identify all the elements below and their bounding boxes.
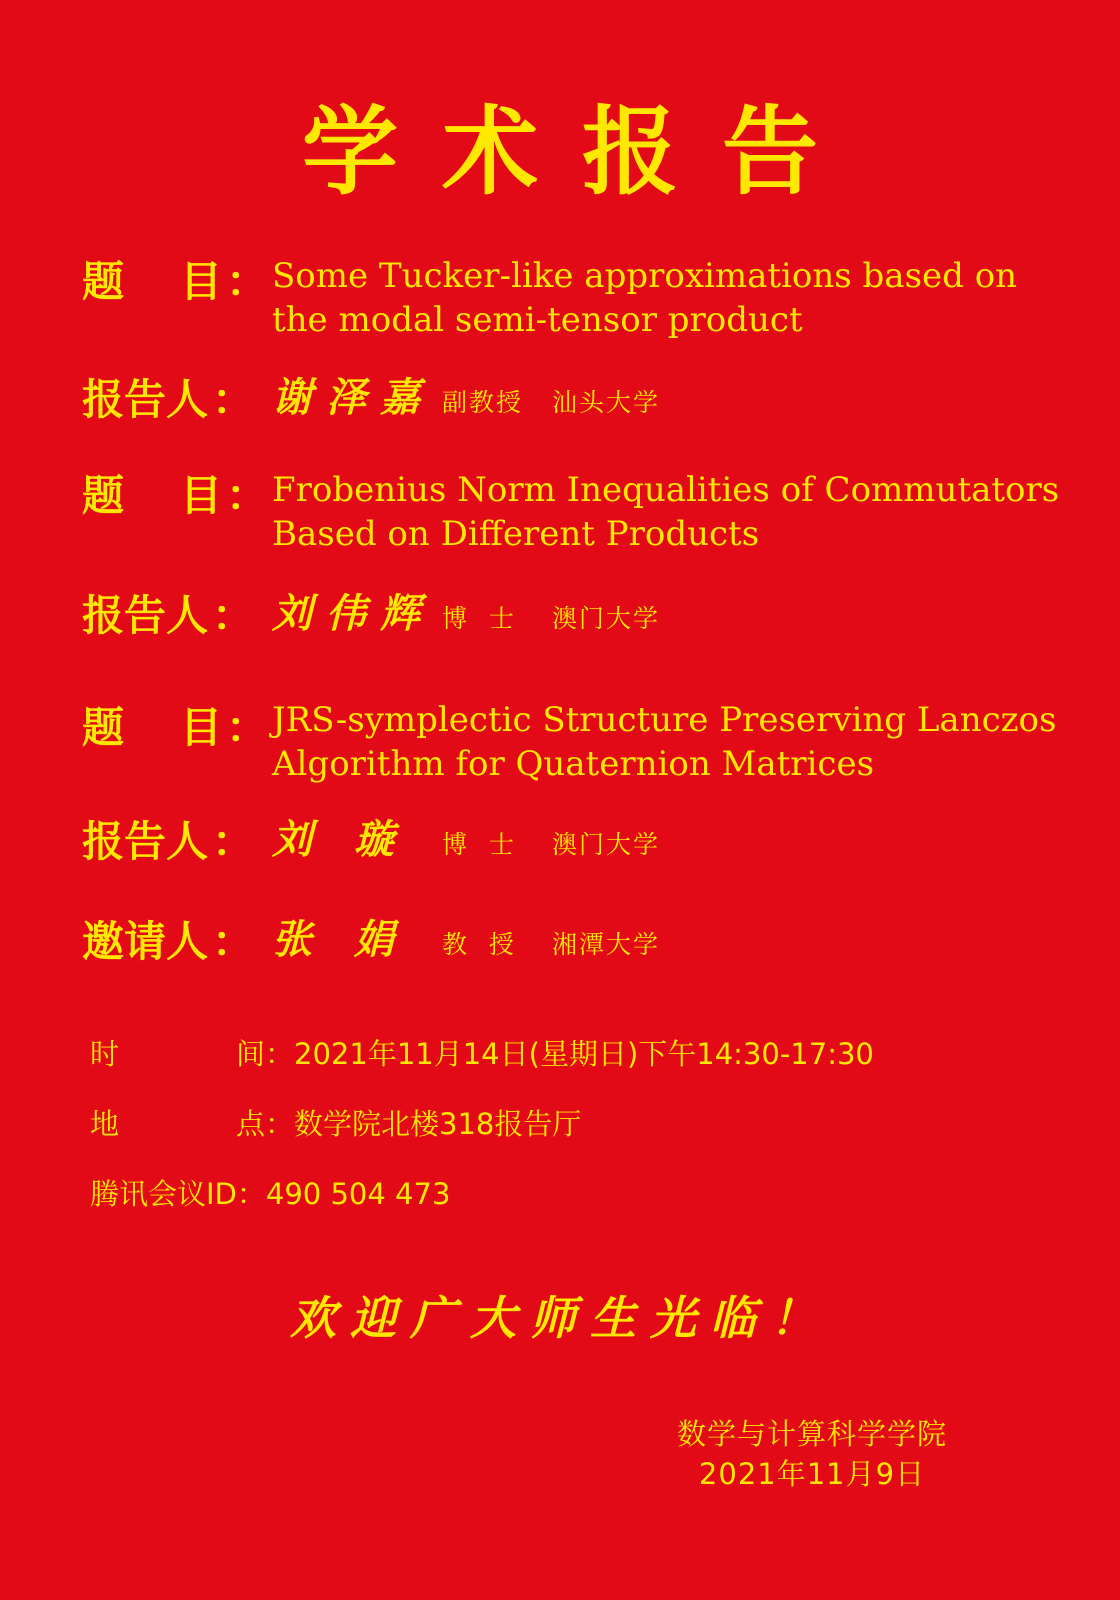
colon: ： — [212, 375, 255, 424]
talk-1-title-label — [82, 258, 268, 306]
colon: ： — [236, 1177, 266, 1211]
title-label-char-1: 题 — [82, 471, 125, 520]
talk-2-title — [272, 468, 1072, 556]
place-label-char-1: 地 — [90, 1107, 120, 1141]
time-row — [90, 1034, 874, 1074]
talk-1-title — [272, 254, 1072, 342]
meeting-row — [90, 1174, 450, 1214]
talk-3-speaker-affiliation: 澳门大学 — [552, 830, 661, 859]
colon: ： — [212, 817, 255, 866]
talk-2-speaker-title: 博 士 — [442, 604, 516, 633]
talk-3-speaker-name: 刘 璇 — [272, 816, 408, 863]
talk-2-title-line-2: Based on Different Products — [272, 514, 760, 554]
talk-1-title-line-1: Some Tucker-like approximations based on — [272, 256, 1018, 296]
title-label-char-2: 目 — [180, 703, 223, 752]
inviter-affiliation: 湘潭大学 — [552, 930, 661, 959]
place-row — [90, 1104, 581, 1144]
talk-1-speaker-title: 副教授 — [442, 388, 524, 417]
inviter-title: 教 授 — [442, 930, 516, 959]
colon: ： — [265, 1107, 295, 1141]
talk-2-title-label — [82, 472, 268, 520]
inviter-label — [82, 918, 254, 966]
talk-3-title-line-1: JRS-symplectic Structure Preserving Lanczos — [272, 700, 1057, 740]
talk-1-title-line-2: the modal semi-tensor product — [272, 300, 803, 340]
colon: ： — [226, 703, 269, 752]
organizer-block — [662, 1414, 962, 1494]
speaker-label-text: 报告人 — [82, 817, 209, 866]
place-label-char-2: 点 — [236, 1107, 266, 1141]
talk-1-speaker-affiliation: 汕头大学 — [552, 388, 661, 417]
title-label-char-1: 题 — [82, 703, 125, 752]
talk-2-speaker-label — [82, 592, 254, 640]
time-label-char-2: 间 — [236, 1037, 266, 1071]
talk-1-speaker-label — [82, 376, 254, 424]
title-label-char-2: 目 — [180, 257, 223, 306]
talk-2-speaker-affiliation: 澳门大学 — [552, 604, 661, 633]
talk-3-speaker-label — [82, 818, 254, 866]
organizer-name: 数学与计算科学学院 — [676, 1417, 947, 1451]
talk-2-speaker-name: 刘伟辉 — [272, 590, 434, 637]
colon: ： — [212, 917, 255, 966]
talk-3-title-line-2: Algorithm for Quaternion Matrices — [272, 744, 875, 784]
talk-2-title-line-1: Frobenius Norm Inequalities of Commutators — [272, 470, 1060, 510]
talk-3-title-label — [82, 704, 268, 752]
place-value: 数学院北楼318报告厅 — [294, 1107, 582, 1141]
welcome-message: 欢迎广大师生光临！ — [290, 1291, 830, 1345]
speaker-label-text: 报告人 — [82, 375, 209, 424]
time-value: 2021年11月14日(星期日)下午14:30-17:30 — [294, 1037, 874, 1071]
speaker-label-text: 报告人 — [82, 591, 209, 640]
inviter-name: 张 娟 — [272, 916, 408, 963]
colon: ： — [226, 471, 269, 520]
meeting-id-value: 490 504 473 — [265, 1177, 451, 1211]
title-label-char-2: 目 — [180, 471, 223, 520]
colon: ： — [212, 591, 255, 640]
colon: ： — [265, 1037, 295, 1071]
meeting-label: 腾讯会议ID — [90, 1177, 237, 1211]
issue-date: 2021年11月9日 — [698, 1457, 926, 1491]
talk-3-speaker-title: 博 士 — [442, 830, 516, 859]
time-label-char-1: 时 — [90, 1037, 120, 1071]
talk-1-speaker-name: 谢泽嘉 — [272, 374, 434, 421]
talk-3-title — [272, 698, 1072, 786]
title-label-char-1: 题 — [82, 257, 125, 306]
inviter-label-text: 邀请人 — [82, 917, 209, 966]
page-title: 学术报告 — [302, 96, 862, 208]
colon: ： — [226, 257, 269, 306]
